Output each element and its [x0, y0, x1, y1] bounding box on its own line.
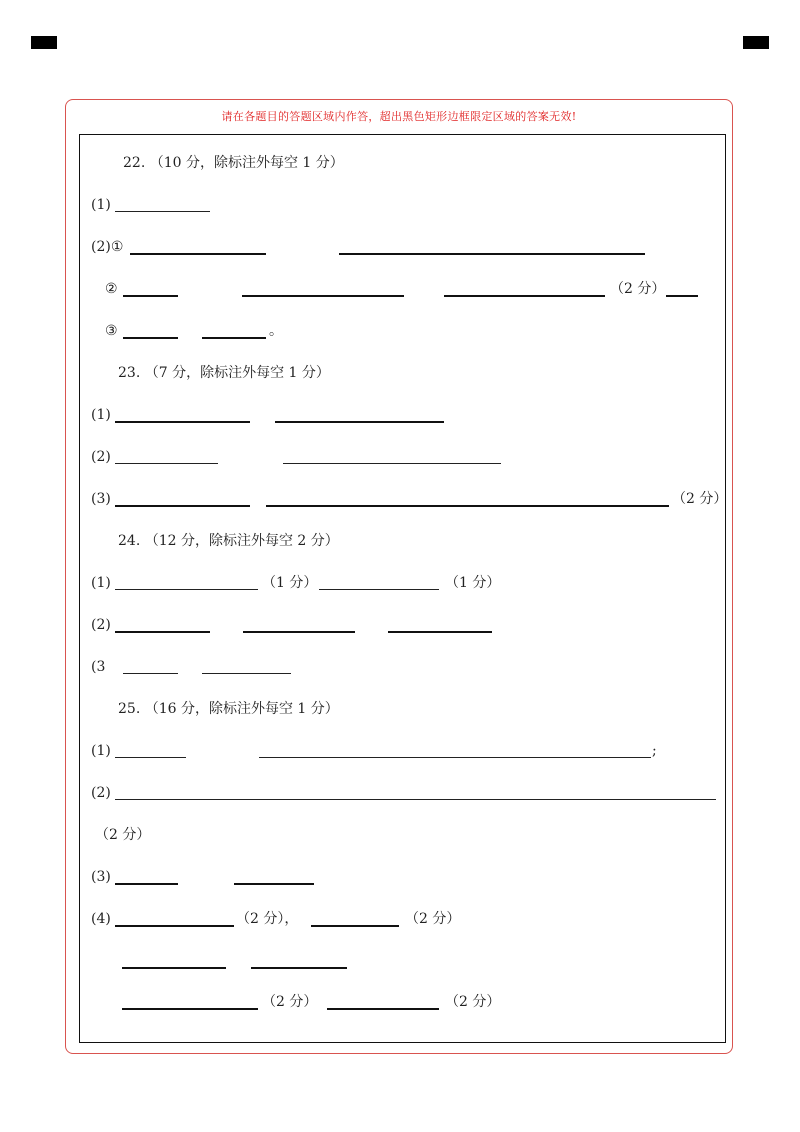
- q22-part2-circle2-blank-4[interactable]: [666, 295, 698, 297]
- q25-part2-label: (2): [91, 785, 111, 801]
- q25-part1-blank-2[interactable]: [259, 757, 651, 758]
- q22-end-mark: 。: [269, 323, 283, 339]
- q22-part1-blank[interactable]: [115, 211, 210, 212]
- q24-part1-blank-1[interactable]: [115, 589, 258, 590]
- answer-region-notice: 请在各题目的答题区域内作答，超出黑色矩形边框限定区域的答案无效!: [221, 110, 577, 123]
- q24-part2-blank-3[interactable]: [388, 631, 492, 633]
- q24-part3-blank-2[interactable]: [202, 673, 291, 674]
- q24-part1-score-2: （1 分）: [445, 575, 501, 591]
- q23-header: 23. （7 分，除标注外每空 1 分）: [118, 365, 330, 381]
- q25-part1-label: (1): [91, 743, 111, 759]
- q22-part2-score: （2 分）: [610, 281, 666, 297]
- q25-part4-blank-5[interactable]: [122, 1008, 258, 1010]
- q25-part2-score: （2 分）: [95, 827, 151, 843]
- q24-part2-label: (2): [91, 617, 111, 633]
- q23-part2-blank-1[interactable]: [115, 463, 218, 464]
- q22-part2-circle3-label: ③: [105, 323, 118, 339]
- q22-part2-blank-2[interactable]: [339, 253, 645, 255]
- q23-part3-blank-2[interactable]: [266, 505, 669, 507]
- q24-part2-blank-1[interactable]: [115, 631, 210, 633]
- q25-part3-label: (3): [91, 869, 111, 885]
- q22-part2-blank-1[interactable]: [130, 253, 266, 255]
- q22-part2-circle2-blank-1[interactable]: [123, 295, 178, 297]
- q22-part2-circle3-blank-2[interactable]: [202, 337, 266, 339]
- q22-header: 22. （10 分，除标注外每空 1 分）: [123, 155, 344, 171]
- q22-part1-label: (1): [91, 197, 111, 213]
- q25-part4-label: (4): [91, 911, 111, 927]
- q25-header: 25. （16 分，除标注外每空 1 分）: [118, 701, 339, 717]
- q25-part4-score-4: （2 分）: [445, 994, 501, 1010]
- q24-part1-blank-2[interactable]: [319, 589, 439, 590]
- q25-part3-blank-1[interactable]: [115, 883, 178, 885]
- q24-header: 24. （12 分，除标注外每空 2 分）: [118, 533, 339, 549]
- q22-part2-circle2-blank-3[interactable]: [444, 295, 605, 297]
- q25-part4-blank-1[interactable]: [115, 925, 234, 927]
- q23-part1-blank-1[interactable]: [115, 421, 250, 423]
- q23-part3-score: （2 分）: [672, 491, 728, 507]
- q25-part3-blank-2[interactable]: [234, 883, 314, 885]
- q25-part4-blank-2[interactable]: [311, 925, 399, 927]
- q25-part4-score-2: （2 分）: [405, 911, 461, 927]
- q25-part2-blank[interactable]: [115, 799, 716, 800]
- q25-part1-end: ;: [652, 743, 657, 759]
- q24-part2-blank-2[interactable]: [243, 631, 355, 633]
- q24-part3-blank-1[interactable]: [123, 673, 178, 674]
- q22-part2-label: (2)①: [91, 239, 124, 255]
- q23-part1-blank-2[interactable]: [275, 421, 444, 423]
- q25-part4-blank-4[interactable]: [251, 967, 347, 969]
- q24-part1-label: (1): [91, 575, 111, 591]
- q25-part4-blank-6[interactable]: [327, 1008, 439, 1010]
- q24-part1-score-1: （1 分）: [262, 575, 318, 591]
- q23-part2-blank-2[interactable]: [283, 463, 501, 464]
- q23-part2-label: (2): [91, 449, 111, 465]
- q23-part1-label: (1): [91, 407, 111, 423]
- q23-part3-label: (3): [91, 491, 111, 507]
- q22-part2-circle2-blank-2[interactable]: [242, 295, 404, 297]
- q22-part2-circle2-label: ②: [105, 281, 118, 297]
- q23-part3-blank-1[interactable]: [115, 505, 250, 507]
- q25-part4-blank-3[interactable]: [122, 967, 226, 969]
- q22-part2-circle3-blank-1[interactable]: [123, 337, 178, 339]
- q25-part4-score-1: （2 分），: [236, 911, 299, 927]
- alignment-mark-left: [31, 36, 57, 49]
- q24-part3-label: (3: [91, 659, 106, 675]
- q25-part1-blank-1[interactable]: [115, 757, 186, 758]
- alignment-mark-right: [743, 36, 769, 49]
- q25-part4-score-3: （2 分）: [262, 994, 318, 1010]
